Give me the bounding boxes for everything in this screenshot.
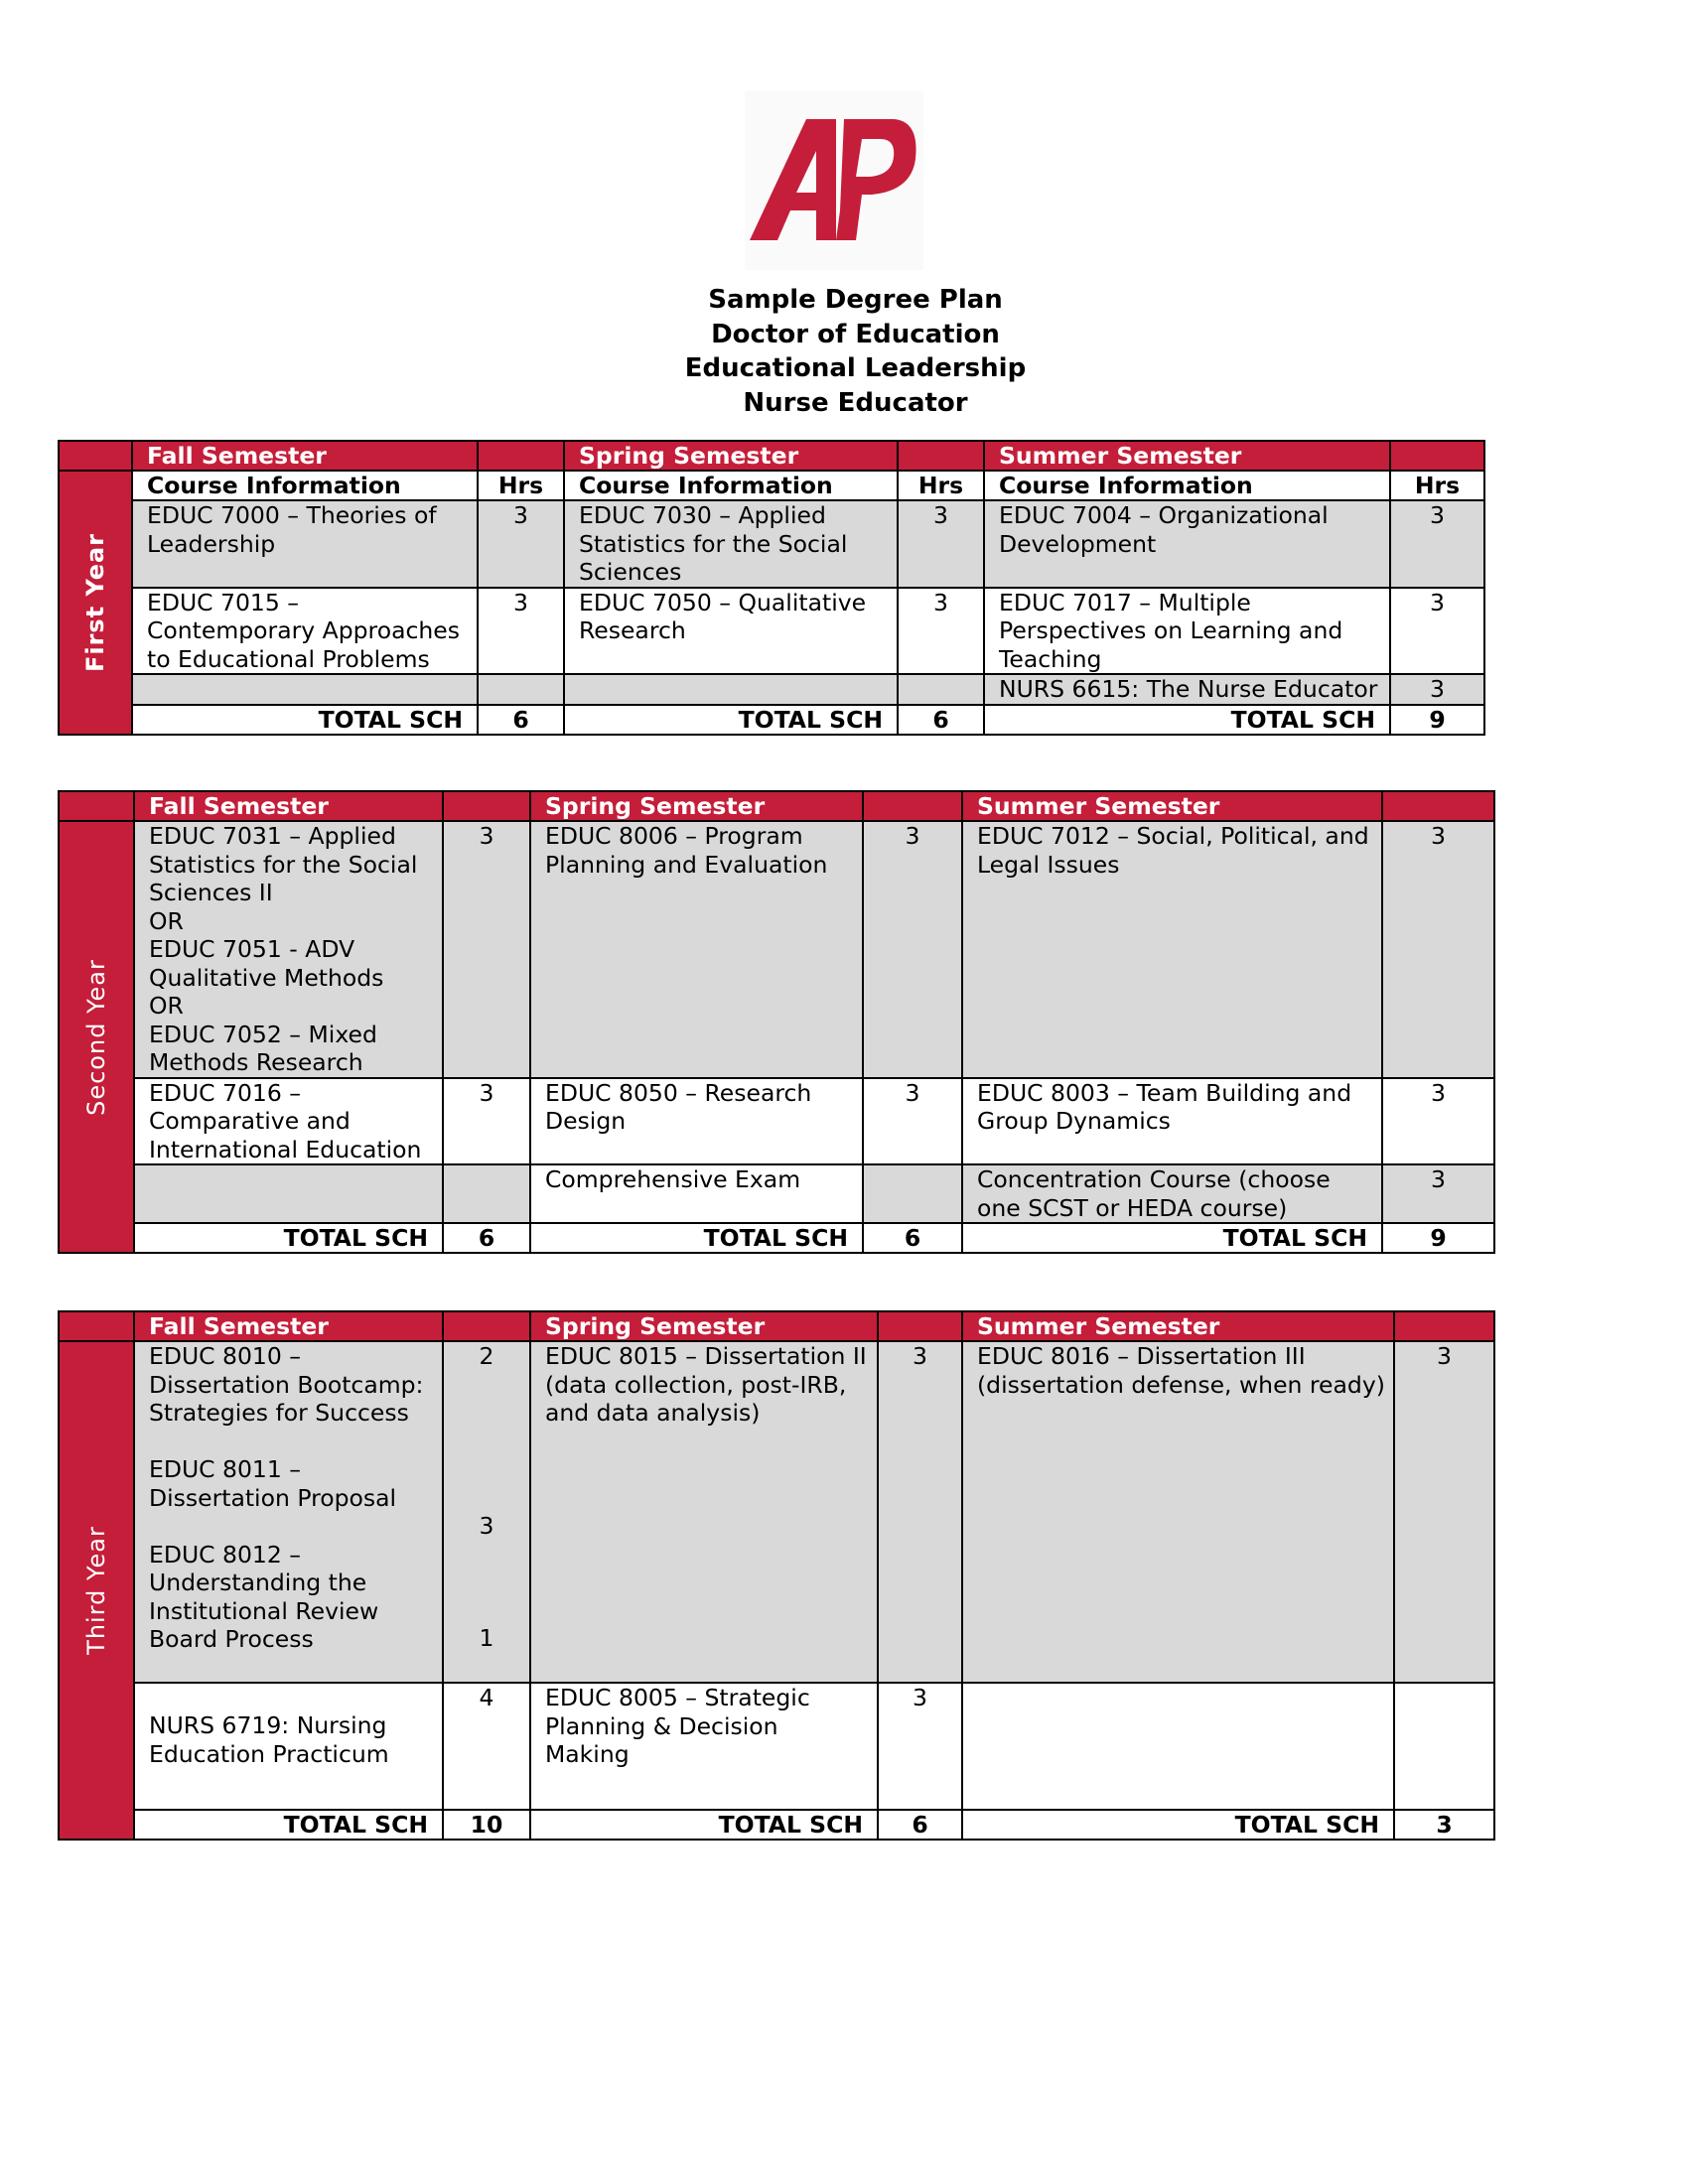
course-cell: EDUC 8015 – Dissertation II (data collection, post-IRB, and data analysis) — [530, 1341, 878, 1683]
course-cell — [134, 1683, 443, 1810]
course-cell: EDUC 8006 – Program Planning and Evaluation — [530, 821, 863, 1078]
total-value: 6 — [478, 705, 564, 735]
hrs-header: Hrs — [478, 471, 564, 500]
spring-semester-label: Spring Semester — [564, 441, 898, 471]
course-item: EDUC 8010 – Dissertation Bootcamp: Strategies for Success — [149, 1342, 424, 1427]
spring-semester-label: Spring Semester — [530, 1311, 878, 1341]
table-row — [59, 1341, 1494, 1683]
total-label: TOTAL SCH — [962, 1223, 1382, 1253]
course-info-header: Course Information — [984, 471, 1390, 500]
course-item: NURS 6719: Nursing Education Practicum — [149, 1711, 389, 1768]
course-cell: EDUC 7000 – Theories of Leadership — [132, 500, 478, 588]
hrs-cell: 3 — [898, 588, 984, 675]
table-row — [59, 1078, 1494, 1165]
total-value: 9 — [1382, 1223, 1494, 1253]
title-block — [0, 283, 1688, 420]
total-label: TOTAL SCH — [984, 705, 1390, 735]
hrs-value: 3 — [479, 1511, 494, 1540]
semester-header-row — [59, 441, 1484, 471]
fall-semester-label: Fall Semester — [132, 441, 478, 471]
hrs-cell: 3 — [1390, 500, 1484, 588]
fall-semester-label: Fall Semester — [134, 1311, 443, 1341]
course-cell: EDUC 7016 – Comparative and International Education — [134, 1078, 443, 1165]
course-cell — [134, 821, 443, 1078]
year-label: Third Year — [81, 1526, 110, 1655]
summer-semester-label: Summer Semester — [962, 1311, 1394, 1341]
or-label: OR — [149, 992, 184, 1020]
total-value: 6 — [878, 1810, 962, 1840]
hrs-cell: 3 — [1390, 674, 1484, 705]
total-value: 6 — [898, 705, 984, 735]
hrs-cell: 3 — [443, 821, 530, 1078]
year-label-cell — [59, 821, 134, 1253]
course-cell: EDUC 7030 – Applied Statistics for the Social Sciences — [564, 500, 898, 588]
fall-semester-label: Fall Semester — [134, 791, 443, 821]
hrs-cell: 3 — [1390, 588, 1484, 675]
total-value: 10 — [443, 1810, 530, 1840]
course-item: EDUC 8011 – Dissertation Proposal — [149, 1455, 397, 1512]
course-option: EDUC 7052 – Mixed Methods Research — [149, 1020, 377, 1076]
course-cell: Comprehensive Exam — [530, 1164, 863, 1223]
hrs-cell: 3 — [1382, 821, 1494, 1078]
course-cell: EDUC 8003 – Team Building and Group Dynamics — [962, 1078, 1382, 1165]
course-cell: EDUC 7015 – Contemporary Approaches to Educational Problems — [132, 588, 478, 675]
year-label: First Year — [81, 532, 109, 672]
or-label: OR — [149, 906, 184, 935]
hrs-cell — [443, 1341, 530, 1683]
course-cell: NURS 6615: The Nurse Educator — [984, 674, 1390, 705]
hrs-cell: 3 — [878, 1341, 962, 1683]
total-label: TOTAL SCH — [530, 1223, 863, 1253]
course-cell: EDUC 8005 – Strategic Planning & Decision Making — [530, 1683, 878, 1810]
hrs-cell: 3 — [1382, 1078, 1494, 1165]
hrs-header: Hrs — [898, 471, 984, 500]
table-row — [59, 588, 1484, 675]
total-label: TOTAL SCH — [962, 1810, 1394, 1840]
title-line-2: Doctor of Education — [711, 319, 1000, 349]
total-row — [59, 705, 1484, 735]
course-option: EDUC 7031 – Applied Statistics for the Social Sciences II — [149, 822, 418, 906]
hrs-value: 1 — [479, 1624, 494, 1652]
semester-header-row — [59, 791, 1494, 821]
total-label: TOTAL SCH — [564, 705, 898, 735]
title-line-4: Nurse Educator — [743, 387, 968, 418]
course-cell — [134, 1341, 443, 1683]
course-cell: EDUC 7050 – Qualitative Research — [564, 588, 898, 675]
title-line-1: Sample Degree Plan — [708, 285, 1003, 315]
total-value: 3 — [1394, 1810, 1494, 1840]
summer-semester-label: Summer Semester — [962, 791, 1382, 821]
total-value: 6 — [443, 1223, 530, 1253]
total-value: 9 — [1390, 705, 1484, 735]
table-row — [59, 1683, 1494, 1810]
total-label: TOTAL SCH — [134, 1223, 443, 1253]
course-info-header: Course Information — [564, 471, 898, 500]
total-label: TOTAL SCH — [132, 705, 478, 735]
total-label: TOTAL SCH — [530, 1810, 878, 1840]
hrs-cell: 3 — [898, 500, 984, 588]
second-year-table — [58, 790, 1495, 1254]
total-value: 6 — [863, 1223, 962, 1253]
corner-cell — [59, 1311, 134, 1341]
table-row — [59, 674, 1484, 705]
hrs-header: Hrs — [1390, 471, 1484, 500]
total-row — [59, 1223, 1494, 1253]
corner-cell — [59, 791, 134, 821]
total-row — [59, 1810, 1494, 1840]
spring-semester-label: Spring Semester — [530, 791, 863, 821]
course-option: EDUC 7051 - ADV Qualitative Methods — [149, 935, 384, 992]
university-logo — [745, 91, 923, 270]
hrs-cell: 3 — [863, 821, 962, 1078]
hrs-cell: 3 — [863, 1078, 962, 1165]
hrs-cell: 3 — [1394, 1341, 1494, 1683]
hrs-cell: 3 — [478, 588, 564, 675]
hrs-value: 2 — [479, 1342, 494, 1370]
third-year-table — [58, 1310, 1495, 1841]
table-row — [59, 500, 1484, 588]
semester-header-row — [59, 1311, 1494, 1341]
column-header-row — [59, 471, 1484, 500]
hrs-cell: 3 — [478, 500, 564, 588]
course-info-header: Course Information — [132, 471, 478, 500]
year-label-cell — [59, 471, 132, 735]
table-row — [59, 1164, 1494, 1223]
first-year-table — [58, 440, 1485, 736]
table-row — [59, 821, 1494, 1078]
year-label: Second Year — [81, 958, 110, 1116]
year-label-cell — [59, 1341, 134, 1840]
course-cell: Concentration Course (choose one SCST or HEDA course) — [962, 1164, 1382, 1223]
course-cell: EDUC 7004 – Organizational Development — [984, 500, 1390, 588]
course-cell: EDUC 8016 – Dissertation III (dissertation defense, when ready) — [962, 1341, 1394, 1683]
summer-semester-label: Summer Semester — [984, 441, 1390, 471]
course-cell: EDUC 8050 – Research Design — [530, 1078, 863, 1165]
total-label: TOTAL SCH — [134, 1810, 443, 1840]
course-item: EDUC 8012 – Understanding the Institutional Review Board Process — [149, 1540, 379, 1653]
hrs-cell: 4 — [443, 1683, 530, 1810]
corner-cell — [59, 441, 132, 471]
title-line-3: Educational Leadership — [684, 353, 1027, 383]
course-cell: EDUC 7017 – Multiple Perspectives on Learning and Teaching — [984, 588, 1390, 675]
hrs-cell: 3 — [443, 1078, 530, 1165]
hrs-cell: 3 — [1382, 1164, 1494, 1223]
hrs-cell: 3 — [878, 1683, 962, 1810]
course-cell: EDUC 7012 – Social, Political, and Legal Issues — [962, 821, 1382, 1078]
